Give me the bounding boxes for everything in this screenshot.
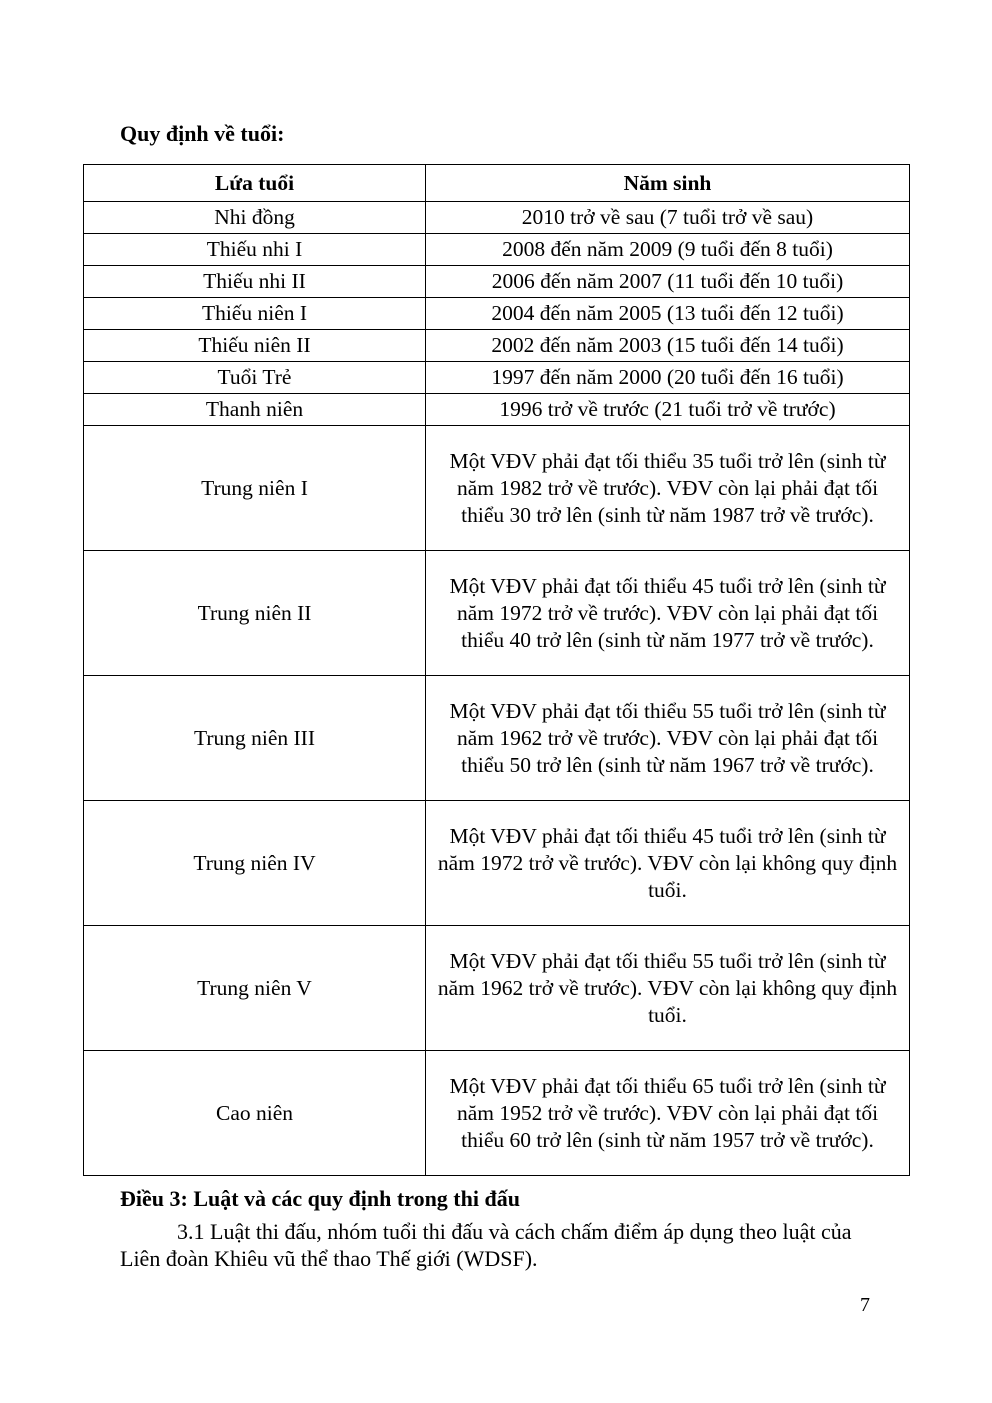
birth-year-cell: Một VĐV phải đạt tối thiểu 45 tuổi trở lên (sinh từ năm 1972 trở về trước). VĐV còn lại phải đạt tối thiểu 40 trở lên (sinh từ năm 1977 trở về trước).	[426, 551, 910, 676]
birth-year-cell: 2004 đến năm 2005 (13 tuổi đến 12 tuổi)	[426, 298, 910, 330]
age-group-cell: Nhi đồng	[84, 202, 426, 234]
birth-year-cell: 2006 đến năm 2007 (11 tuổi đến 10 tuổi)	[426, 266, 910, 298]
table-row	[84, 426, 910, 551]
birth-year-cell: Một VĐV phải đạt tối thiểu 45 tuổi trở lên (sinh từ năm 1972 trở về trước). VĐV còn lại không quy định tuổi.	[426, 801, 910, 926]
age-group-cell: Cao niên	[84, 1051, 426, 1176]
table-row	[84, 926, 910, 1051]
birth-year-cell: Một VĐV phải đạt tối thiểu 55 tuổi trở lên (sinh từ năm 1962 trở về trước). VĐV còn lại phải đạt tối thiểu 50 trở lên (sinh từ năm 1967 trở về trước).	[426, 676, 910, 801]
birth-year-cell: 2008 đến năm 2009 (9 tuổi đến 8 tuổi)	[426, 234, 910, 266]
age-rules-heading: Quy định về tuổi:	[120, 121, 285, 146]
table-row	[84, 394, 910, 426]
age-group-cell: Thanh niên	[84, 394, 426, 426]
article-3-heading: Điều 3: Luật và các quy định trong thi đấu	[120, 1186, 520, 1211]
header-birth-year: Năm sinh	[426, 165, 910, 202]
age-group-cell: Thiếu niên II	[84, 330, 426, 362]
page-number: 7	[860, 1294, 870, 1316]
header-age-group: Lứa tuổi	[84, 165, 426, 202]
table-row	[84, 801, 910, 926]
birth-year-cell: Một VĐV phải đạt tối thiểu 65 tuổi trở lên (sinh từ năm 1952 trở về trước). VĐV còn lại phải đạt tối thiểu 60 trở lên (sinh từ năm 1957 trở về trước).	[426, 1051, 910, 1176]
age-group-cell: Trung niên III	[84, 676, 426, 801]
table-row	[84, 362, 910, 394]
age-group-cell: Thiếu nhi II	[84, 266, 426, 298]
age-group-cell: Trung niên II	[84, 551, 426, 676]
table-row	[84, 202, 910, 234]
table-row	[84, 551, 910, 676]
age-group-cell: Thiếu niên I	[84, 298, 426, 330]
table-row	[84, 298, 910, 330]
birth-year-cell: 1997 đến năm 2000 (20 tuổi đến 16 tuổi)	[426, 362, 910, 394]
table-header-row	[84, 165, 910, 202]
birth-year-cell: Một VĐV phải đạt tối thiểu 35 tuổi trở lên (sinh từ năm 1982 trở về trước). VĐV còn lại phải đạt tối thiểu 30 trở lên (sinh từ năm 1987 trở về trước).	[426, 426, 910, 551]
age-group-table	[83, 164, 910, 1176]
age-group-cell: Trung niên IV	[84, 801, 426, 926]
table-row	[84, 330, 910, 362]
table-row	[84, 1051, 910, 1176]
table-row	[84, 234, 910, 266]
table-row	[84, 266, 910, 298]
birth-year-cell: Một VĐV phải đạt tối thiểu 55 tuổi trở lên (sinh từ năm 1962 trở về trước). VĐV còn lại không quy định tuổi.	[426, 926, 910, 1051]
age-group-cell: Trung niên I	[84, 426, 426, 551]
article-3-paragraph: 3.1 Luật thi đấu, nhóm tuổi thi đấu và cách chấm điểm áp dụng theo luật của Liên đoàn Khiêu vũ thể thao Thế giới (WDSF).	[120, 1219, 852, 1271]
age-group-cell: Trung niên V	[84, 926, 426, 1051]
age-group-cell: Thiếu nhi I	[84, 234, 426, 266]
birth-year-cell: 1996 trở về trước (21 tuổi trở về trước)	[426, 394, 910, 426]
table-row	[84, 676, 910, 801]
birth-year-cell: 2002 đến năm 2003 (15 tuổi đến 14 tuổi)	[426, 330, 910, 362]
birth-year-cell: 2010 trở về sau (7 tuổi trở về sau)	[426, 202, 910, 234]
age-group-cell: Tuổi Trẻ	[84, 362, 426, 394]
